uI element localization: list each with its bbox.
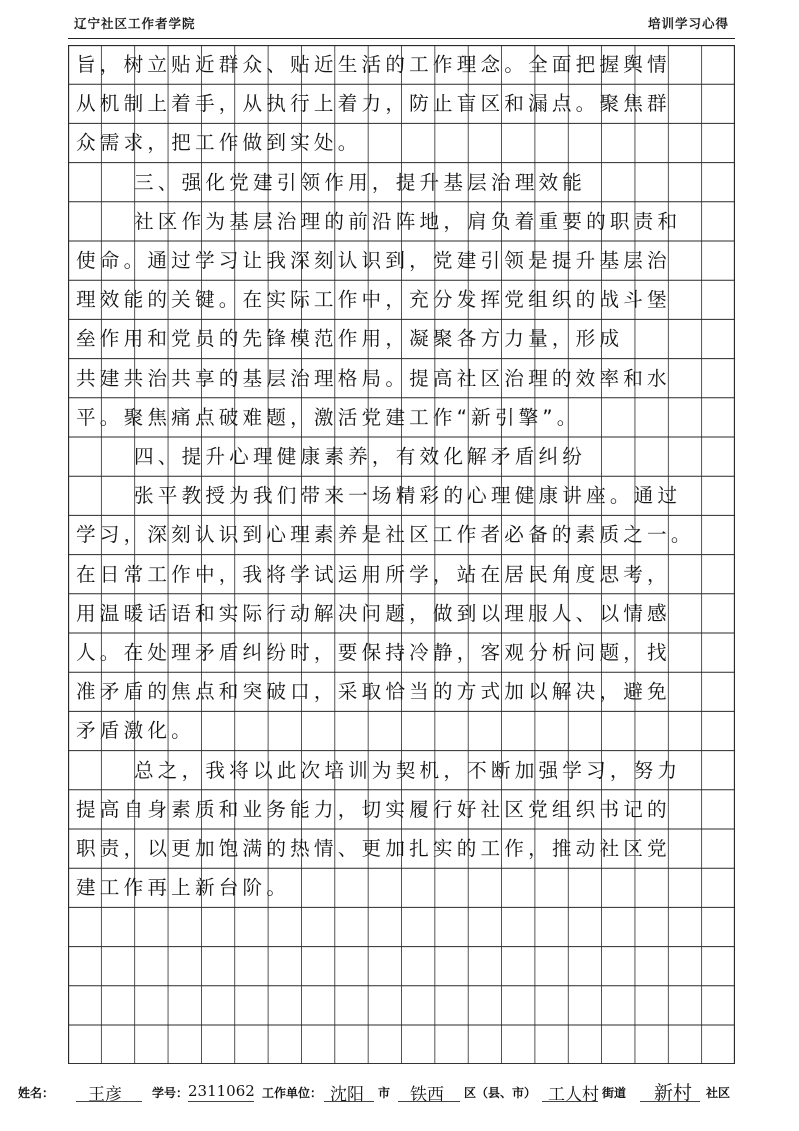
text-line: 在日常工作中，我将学试运用所学，站在居民角度思考，	[76, 562, 671, 586]
text-line: 张平教授为我们带来一场精彩的心理健康讲座。通过	[134, 484, 682, 508]
text-line: 从机制上着手，从执行上着力，防止盲区和漏点。聚焦群	[76, 92, 671, 116]
community-value: 新村	[654, 1082, 693, 1104]
text-line: 准矛盾的焦点和突破口，采取恰当的方式加以解决，避免	[76, 680, 671, 704]
text-line: 建工作再上新台阶。	[76, 876, 291, 900]
text-line: 平。聚焦痛点破难题，激活党建工作“新引擎”。	[76, 405, 581, 429]
text-line: 旨，树立贴近群众、贴近生活的工作理念。全面把握舆情	[76, 53, 671, 76]
text-line: 人。在处理矛盾纠纷时，要保持冷静，客观分析问题，找	[76, 641, 671, 664]
signature-footer	[18, 1080, 778, 1105]
text-line: 使命。通过学习让我深刻认识到，党建引领是提升基层治	[76, 249, 671, 272]
text-line: 学习，深刻认识到心理素养是社区工作者必备的素质之一。	[76, 523, 695, 547]
city-value: 沈阳	[330, 1085, 364, 1105]
text-line: 垒作用和党员的先锋模范作用，凝聚各方力量，形成	[76, 327, 624, 351]
student-id-underline	[188, 1101, 254, 1102]
community-suffix: 社区	[706, 1086, 731, 1100]
text-line: 职责，以更加饱满的热情、更加扎实的工作，推动社区党	[76, 837, 671, 860]
text-line	[76, 1026, 736, 1064]
district-underline	[398, 1101, 460, 1102]
text-line	[76, 987, 736, 1025]
student-id-value: 2311062	[188, 1082, 255, 1100]
header-rule	[68, 38, 735, 39]
street-underline	[542, 1101, 598, 1102]
text-line: 理效能的关键。在实际工作中，充分发挥党组织的战斗堡	[76, 288, 671, 312]
district-suffix: 区（县、市）	[464, 1086, 537, 1100]
text-line: 提高自身素质和业务能力，切实履行好社区党组织书记的	[76, 797, 671, 821]
page-header	[0, 0, 799, 40]
text-line: 矛盾激化。	[76, 719, 195, 743]
text-line: 社区作为基层治理的前沿阵地，肩负着重要的职责和	[134, 209, 682, 233]
name-underline	[76, 1101, 142, 1102]
text-line: 总之，我将以此次培训为契机，不断加强学习，努力	[134, 758, 682, 782]
document-title: 培训学习心得	[647, 16, 729, 31]
text-line: 三、强化党建引领作用，提升基层治理效能	[134, 170, 587, 194]
street-value: 工人村	[548, 1085, 599, 1105]
district-value: 铁西	[410, 1085, 444, 1105]
city-underline	[324, 1101, 374, 1102]
name-label: 姓名：	[18, 1086, 55, 1100]
manuscript-grid-sheet	[68, 45, 735, 1064]
text-line: 用温暖话语和实际行动解决问题，做到以理服人、以情感	[76, 601, 671, 625]
text-line: 共建共治共享的基层治理格局。提高社区治理的效率和水	[76, 366, 671, 390]
text-line	[76, 948, 736, 986]
text-line: 众需求，把工作做到实处。	[76, 131, 362, 155]
academy-title: 辽宁社区工作者学院	[74, 16, 196, 31]
student-id-label: 学号：	[152, 1086, 189, 1100]
city-suffix: 市	[378, 1086, 391, 1100]
text-line	[76, 908, 736, 946]
community-underline	[640, 1101, 700, 1102]
name-value: 王彦	[88, 1085, 122, 1105]
text-line: 四、提升心理健康素养，有效化解矛盾纠纷	[134, 445, 587, 468]
street-suffix: 街道	[602, 1086, 627, 1100]
work-unit-label: 工作单位：	[262, 1086, 323, 1100]
